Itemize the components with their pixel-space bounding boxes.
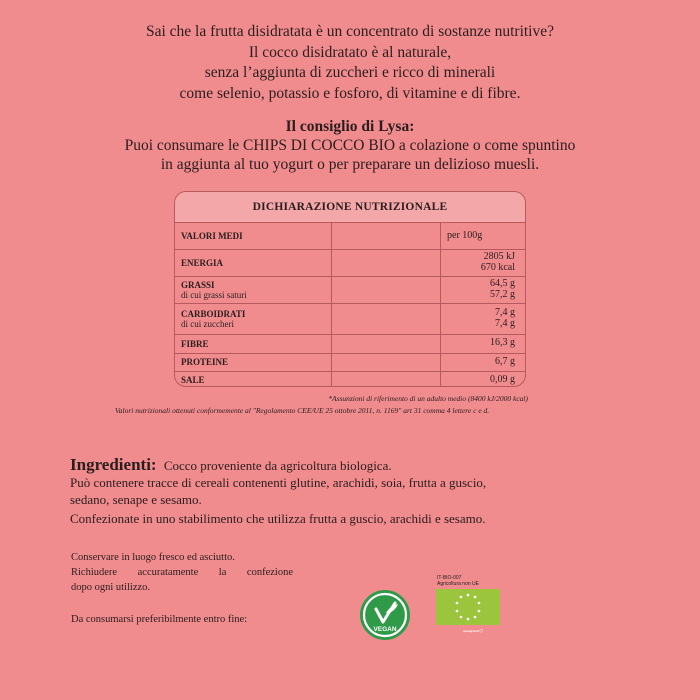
table-row bbox=[175, 334, 525, 353]
nutrition-notes bbox=[100, 393, 600, 417]
row-value-2: 57,2 g bbox=[490, 288, 515, 300]
intro-line: come selenio, potassio e fosforo, di vitamine e di fibre. bbox=[179, 84, 521, 102]
nutrition-grid bbox=[175, 223, 525, 387]
nutrition-table bbox=[174, 191, 526, 387]
eu-code-line: Agricoltura non UE bbox=[437, 581, 479, 587]
row-value: 2805 kJ bbox=[483, 251, 515, 262]
best-before-label: Da consumarsi preferibilmente entro fine: bbox=[71, 614, 248, 625]
row-value-2: 7,4 g bbox=[495, 317, 515, 329]
intro-line: senza l’aggiunta di zuccheri e ricco di minerali bbox=[204, 64, 496, 81]
allergens-line: sedano, senape e sesamo. bbox=[70, 492, 202, 507]
header-label: VALORI MEDI bbox=[175, 223, 332, 249]
row-label: SALE bbox=[181, 374, 205, 385]
facility-note: Confezionate in uno stabilimento che utilizza frutta a guscio, arachidi e sesamo. bbox=[70, 511, 486, 526]
table-row bbox=[175, 303, 525, 334]
table-row bbox=[175, 276, 525, 303]
row-label: CARBOIDRATI bbox=[181, 308, 246, 319]
table-row bbox=[175, 353, 525, 371]
row-label: GRASSI bbox=[181, 279, 215, 290]
row-sublabel: di cui grassi saturi bbox=[181, 289, 247, 300]
table-header-row bbox=[175, 223, 525, 249]
storage-instructions bbox=[71, 550, 311, 595]
storage-line: Richiudere accuratamente la confezione bbox=[71, 567, 293, 578]
table-row bbox=[175, 371, 525, 387]
ingredients-text: Cocco proveniente da agricoltura biologica. bbox=[163, 458, 392, 473]
nutrition-table-title: DICHIARAZIONE NUTRIZIONALE bbox=[175, 192, 525, 223]
row-label: PROTEINE bbox=[181, 357, 229, 367]
row-value-2: 670 kcal bbox=[480, 261, 515, 273]
row-sublabel: di cui zuccheri bbox=[181, 318, 234, 329]
ingredients-title: Ingredienti: bbox=[70, 455, 157, 474]
row-value: 16,3 g bbox=[441, 334, 526, 353]
allergens-line: Può contenere tracce di cereali contenenti glutine, arachidi, soia, frutta a guscio, bbox=[70, 475, 487, 490]
header-spacer bbox=[332, 223, 441, 249]
tip-title: Il consiglio di Lysa: bbox=[285, 118, 415, 135]
bioagricert-text: bioagricert bbox=[463, 628, 480, 633]
vegan-logo bbox=[359, 589, 411, 641]
storage-line: dopo ogni utilizzo. bbox=[71, 582, 151, 593]
best-before bbox=[71, 612, 311, 627]
tip-block bbox=[0, 117, 700, 174]
bioagricert-logo bbox=[432, 628, 512, 648]
intro-line: Sai che la frutta disidratata è un concentrato di sostanze nutritive? bbox=[145, 23, 554, 40]
row-value: 64,5 g bbox=[490, 278, 515, 289]
eu-organic-leaf-logo bbox=[436, 589, 500, 625]
row-value: 6,7 g bbox=[441, 353, 526, 371]
tip-line: Puoi consumare le CHIPS DI COCCO BIO a colazione o come spuntino bbox=[124, 137, 576, 154]
eu-organic-code bbox=[437, 575, 479, 587]
tip-line: in aggiunta al tuo yogurt o per preparare un delizioso muesli. bbox=[160, 156, 540, 173]
row-label: FIBRE bbox=[181, 338, 209, 349]
row-value: 7,4 g bbox=[495, 307, 515, 318]
ingredients-block bbox=[70, 456, 630, 527]
eu-code-line: IT-BIO-007 bbox=[437, 575, 462, 581]
row-value: 0,09 g bbox=[490, 373, 515, 385]
storage-line: Conservare in luogo fresco ed asciutto. bbox=[71, 552, 235, 563]
intro-text bbox=[0, 22, 700, 104]
intro-line: Il cocco disidratato è al naturale, bbox=[248, 43, 452, 61]
note-regulation: Valori nutrizionali ottenuti conformemente al "Regolamento CEE/UE 25 ottobre 2011, n. 1169" art 31 comma 4 lettere c e d. bbox=[115, 406, 490, 415]
note-reference-intake: *Assunzioni di riferimento di un adulto medio (8400 kJ/2000 kcal) bbox=[328, 394, 528, 403]
check-circle-icon bbox=[480, 629, 483, 632]
table-row bbox=[175, 249, 525, 276]
vegan-label: VEGAN bbox=[373, 626, 397, 633]
header-unit: per 100g bbox=[441, 223, 526, 249]
row-label: ENERGIA bbox=[181, 257, 224, 268]
